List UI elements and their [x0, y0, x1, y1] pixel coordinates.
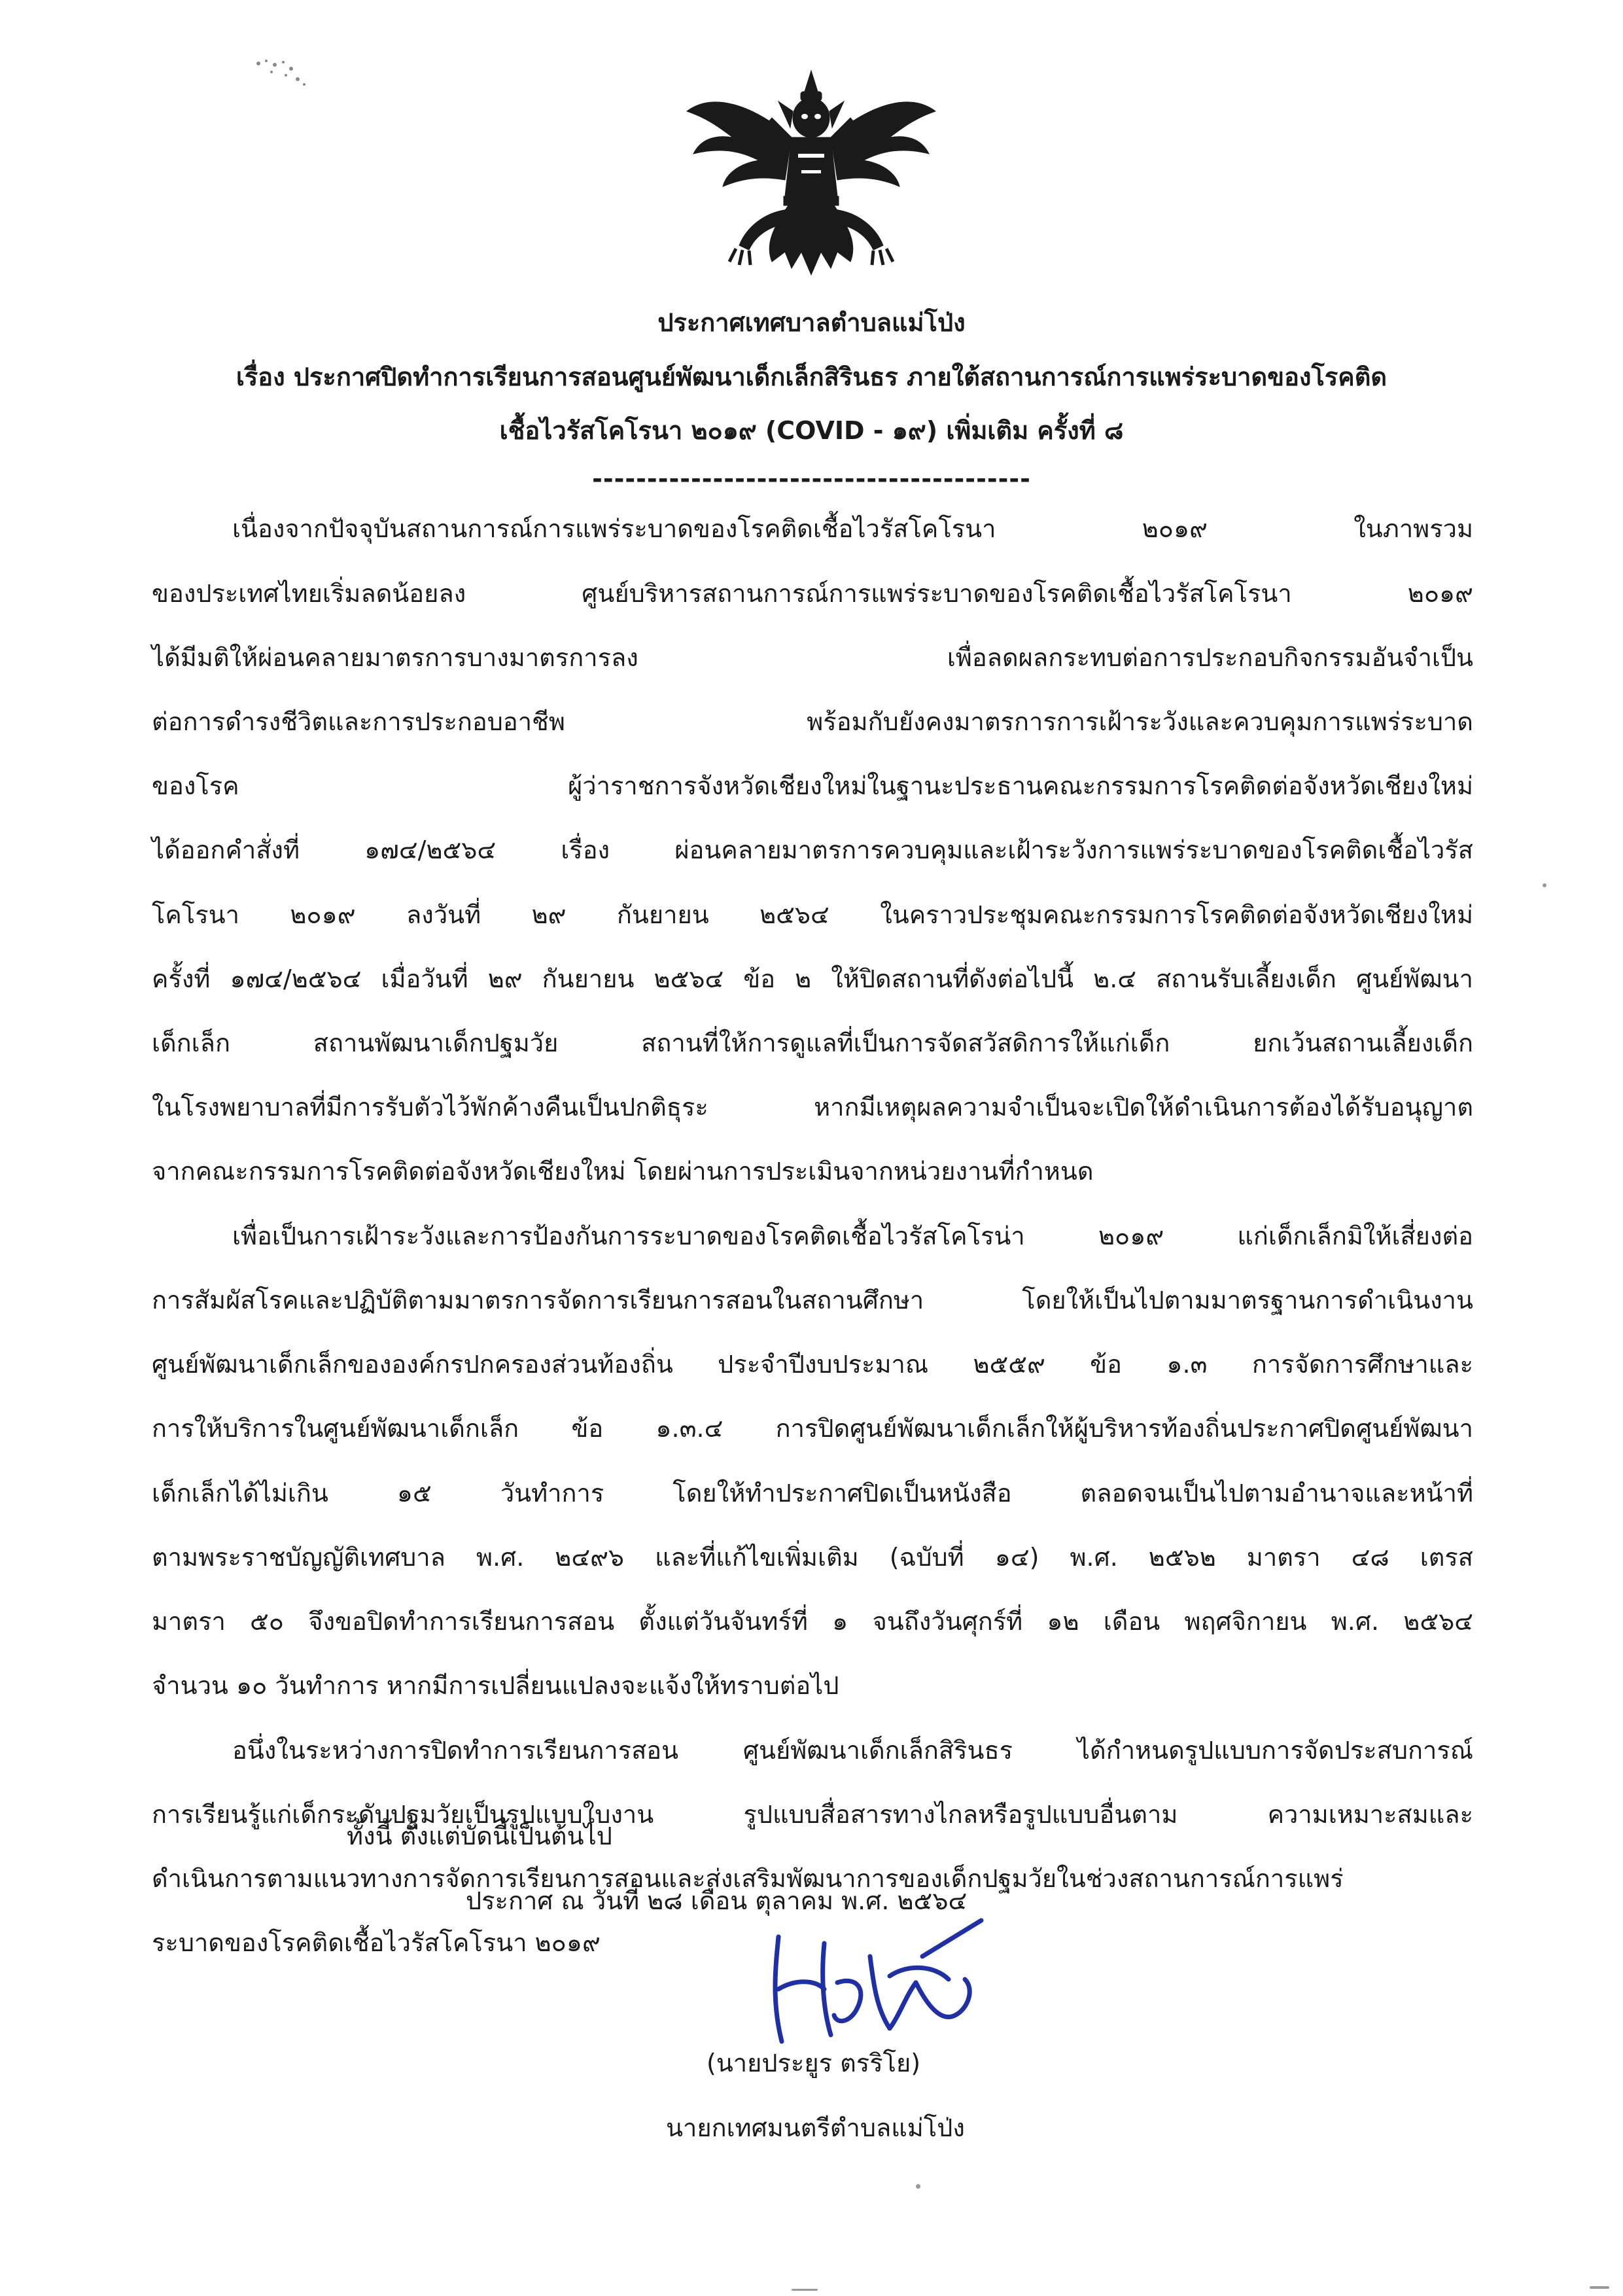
body-line: ดำเนินการตามแนวทางการจัดการเรียนการสอนและส่งเสริมพัฒนาการของเด็กปฐมวัยในช่วงสถานการณ์การแพร่	[152, 1864, 1344, 1893]
body-line: ได้ออกคำสั่งที่ ๑๗๔/๒๕๖๔ เรื่อง ผ่อนคลายมาตรการควบคุมและเฝ้าระวังการแพร่ระบาดของโรคติดเชื้อไวรัส	[152, 836, 1473, 864]
body-line: ต่อการดำรงชีวิตและการประกอบอาชีพ พร้อมกับยังคงมาตรการการเฝ้าระวังและควบคุมการแพร่ระบาด	[152, 707, 1473, 736]
signature-icon	[759, 1917, 1001, 2048]
body-line: ตามพระราชบัญญัติเทศบาล พ.ศ. ๒๔๙๖ และที่แก้ไขเพิ่มเติม (ฉบับที่ ๑๔) พ.ศ. ๒๕๖๒ มาตรา ๔๘ เตรส	[152, 1543, 1473, 1572]
body-line: ของโรค ผู้ว่าราชการจังหวัดเชียงใหม่ในฐานะประธานคณะกรรมการโรคติดต่อจังหวัดเชียงใหม่	[152, 771, 1473, 800]
body-line: ระบาดของโรคติดเชื้อไวรัสโคโรนา ๒๐๑๙	[152, 1928, 601, 1957]
body-line: โคโรนา ๒๐๑๙ ลงวันที่ ๒๙ กันยายน ๒๕๖๔ ในคราวประชุมคณะกรรมการโรคติดต่อจังหวัดเชียงใหม่	[152, 900, 1473, 929]
body-line: การสัมผัสโรคและปฏิบัติตามมาตรการจัดการเรียนการสอนในสถานศึกษา โดยให้เป็นไปตามมาตรฐานการดำเนินงาน	[152, 1286, 1473, 1315]
body-line: เด็กเล็ก สถานพัฒนาเด็กปฐมวัย สถานที่ให้การดูแลที่เป็นการจัดสวัสดิการให้แก่เด็ก ยกเว้นสถานเลี้ยงเด็ก	[152, 1029, 1473, 1057]
signer-title: นายกเทศมนตรีตำบลแม่โป่ง	[666, 2113, 965, 2142]
body-line: มาตรา ๕๐ จึงขอปิดทำการเรียนการสอน ตั้งแต่วันจันทร์ที่ ๑ จนถึงวันศุกร์ที่ ๑๒ เดือน พฤศจิกายน พ.ศ. ๒๕๖๔	[152, 1607, 1474, 1636]
garuda-emblem-icon	[674, 65, 949, 288]
scan-speck	[1590, 2286, 1609, 2289]
body-line: ในโรงพยาบาลที่มีการรับตัวไว้พักค้างคืนเป็นปกติธุระ หากมีเหตุผลความจำเป็นจะเปิดให้ดำเนินการต้องได้รับอนุญาต	[152, 1093, 1473, 1122]
scan-speck	[792, 2289, 818, 2291]
body-line: ได้มีมติให้ผ่อนคลายมาตรการบางมาตรการลง เพื่อลดผลกระทบต่อการประกอบกิจกรรมอันจำเป็น	[152, 643, 1473, 672]
document-heading: ประกาศเทศบาลตำบลแม่โป่ง	[657, 308, 966, 337]
body-line: จากคณะกรรมการโรคติดต่อจังหวัดเชียงใหม่ โดยผ่านการประเมินจากหน่วยงานที่กำหนด	[152, 1157, 1094, 1186]
subject-line-2: เชื้อไวรัสโคโรนา ๒๐๑๙ (COVID - ๑๙) เพิ่มเติม ครั้งที่ ๘	[499, 416, 1124, 445]
body-line: ครั้งที่ ๑๗๔/๒๕๖๔ เมื่อวันที่ ๒๙ กันยายน ๒๕๖๔ ข้อ ๒ ให้ปิดสถานที่ดังต่อไปนี้ ๒.๔ สถานรับเลี้ยงเด็ก ศูนย์พัฒนา	[152, 964, 1473, 993]
body-line: ของประเทศไทยเริ่มลดน้อยลง ศูนย์บริหารสถานการณ์การแพร่ระบาดของโรคติดเชื้อไวรัสโคโรนา ๒๐๑๙	[152, 579, 1473, 608]
subject-line-1: เรื่อง ประกาศปิดทำการเรียนการสอนศูนย์พัฒนาเด็กเล็กสิรินธร ภายใต้สถานการณ์การแพร่ระบาดของโรคติด	[236, 362, 1387, 391]
body-line: อนึ่งในระหว่างการปิดทำการเรียนการสอน ศูนย์พัฒนาเด็กเล็กสิรินธร ได้กำหนดรูปแบบการจัดประสบการณ์	[232, 1736, 1473, 1765]
announcement-date: ประกาศ ณ วันที่ ๒๘ เดือน ตุลาคม พ.ศ. ๒๕๖๔	[466, 1886, 968, 1915]
body-line: การเรียนรู้แก่เด็กระดับปฐมวัยเป็นรูปแบบใบงาน รูปแบบสื่อสารทางไกลหรือรูปแบบอื่นตาม ความเหมาะสมและ	[152, 1800, 1473, 1829]
scan-speck	[916, 2184, 920, 2189]
body-line: ศูนย์พัฒนาเด็กเล็กขององค์กรปกครองส่วนท้องถิ่น ประจำปีงบประมาณ ๒๕๕๙ ข้อ ๑.๓ การจัดการศึกษาและ	[152, 1350, 1473, 1379]
scan-speck	[1543, 883, 1546, 887]
body-line: เด็กเล็กได้ไม่เกิน ๑๕ วันทำการ โดยให้ทำประกาศปิดเป็นหนังสือ ตลอดจนเป็นไปตามอำนาจและหน้าที่	[152, 1479, 1473, 1508]
signer-name: (นายประยูร ตรริโย)	[707, 2049, 921, 2077]
body-line: เนื่องจากปัจจุบันสถานการณ์การแพร่ระบาดของโรคติดเชื้อไวรัสโคโรนา ๒๐๑๙ ในภาพรวม	[232, 514, 1473, 543]
closing-statement: ทั้งนี้ ตั้งแต่บัดนี้เป็นต้นไป	[347, 1822, 612, 1850]
separator-rule: ----------------------------------------	[592, 465, 1031, 493]
scan-smudge	[252, 56, 311, 95]
body-line: เพื่อเป็นการเฝ้าระวังและการป้องกันการระบาดของโรคติดเชื้อไวรัสโคโรน่า ๒๐๑๙ แก่เด็กเล็กมิให้เสี่ยงต่อ	[232, 1222, 1473, 1250]
body-line: จำนวน ๑๐ วันทำการ หากมีการเปลี่ยนแปลงจะแจ้งให้ทราบต่อไป	[152, 1671, 839, 1700]
body-line: การให้บริการในศูนย์พัฒนาเด็กเล็ก ข้อ ๑.๓.๔ การปิดศูนย์พัฒนาเด็กเล็กให้ผู้บริหารท้องถิ่นประกาศปิดศูนย์พัฒนา	[152, 1414, 1473, 1443]
